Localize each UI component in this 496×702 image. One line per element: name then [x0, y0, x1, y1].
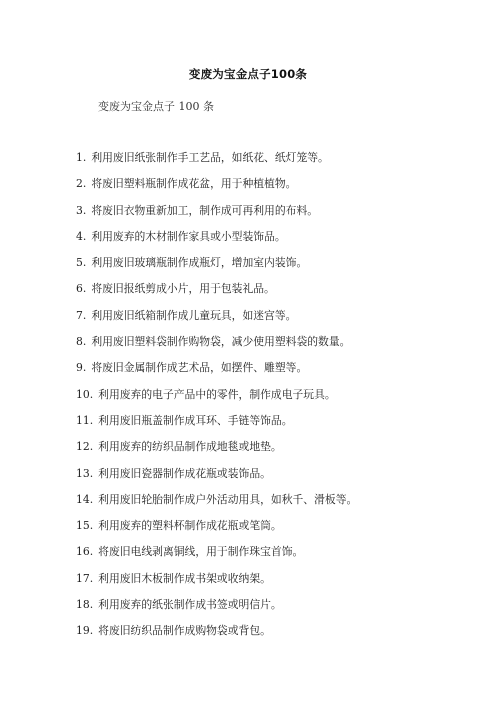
list-item	[76, 388, 486, 414]
list-item	[76, 598, 486, 624]
list-item-number: 7.	[76, 308, 87, 322]
list-item	[76, 545, 486, 571]
list-item-text: 利用废弃的电子产品中的零件，制作成电子玩具。	[98, 387, 336, 401]
list-item-number: 16.	[76, 545, 94, 559]
list-item-number: 4.	[76, 229, 87, 243]
list-item	[76, 282, 486, 308]
list-item	[76, 493, 486, 519]
list-item-number: 19.	[76, 624, 94, 638]
list-item	[76, 256, 486, 282]
list-item-text: 利用废旧木板制作成书架或收纳架。	[98, 571, 271, 585]
list-item-text: 利用废旧玻璃瓶制作成瓶灯，增加室内装饰。	[91, 256, 308, 270]
list-item	[76, 230, 486, 256]
list-item	[76, 309, 486, 335]
list-item-text: 将废旧报纸剪成小片，用于包装礼品。	[91, 282, 275, 296]
list-item-text: 利用废弃的木材制作家具或小型装饰品。	[91, 229, 286, 243]
list-item-text: 将废旧电线剥离铜线，用于制作珠宝首饰。	[98, 545, 304, 559]
list-item	[76, 624, 486, 650]
list-item-text: 利用废旧塑料袋制作购物袋，减少使用塑料袋的数量。	[91, 335, 351, 349]
list-item	[76, 519, 486, 545]
list-item-text: 利用废弃的塑料杯制作成花瓶或笔筒。	[98, 519, 282, 533]
list-item-text: 将废旧塑料瓶制作成花盆，用于种植植物。	[91, 177, 297, 191]
list-item	[76, 177, 486, 203]
list-item-number: 17.	[76, 571, 94, 585]
list-item	[76, 335, 486, 361]
list-item-number: 12.	[76, 440, 94, 454]
list-item-text: 利用废弃的纺织品制作成地毯或地垫。	[98, 440, 282, 454]
list-item-number: 8.	[76, 335, 87, 349]
list-item-number: 14.	[76, 492, 94, 506]
list-item-text: 将废旧金属制作成艺术品，如摆件、雕塑等。	[91, 361, 308, 375]
list-item-number: 10.	[76, 387, 94, 401]
list-item-number: 11.	[76, 413, 94, 427]
idea-list	[76, 151, 486, 651]
list-item-number: 5.	[76, 256, 87, 270]
document-subtitle: 变废为宝金点子 100 条	[98, 100, 214, 113]
list-item-number: 9.	[76, 361, 87, 375]
list-item	[76, 440, 486, 466]
list-item	[76, 361, 486, 387]
document-title: 变废为宝金点子100条	[188, 67, 308, 81]
list-item	[76, 467, 486, 493]
list-item-text: 利用废旧纸张制作手工艺品，如纸花、纸灯笼等。	[91, 151, 329, 164]
list-item-text: 利用废旧瓶盖制作成耳环、手链等饰品。	[98, 413, 293, 427]
list-item-text: 将废旧纺织品制作成购物袋或背包。	[98, 624, 271, 638]
list-item-text: 利用废旧纸箱制作成儿童玩具，如迷宫等。	[91, 308, 297, 322]
list-item-text: 利用废旧瓷器制作成花瓶或装饰品。	[98, 466, 271, 480]
list-item-number: 15.	[76, 519, 94, 533]
list-item-number: 1.	[76, 151, 87, 164]
list-item-number: 2.	[76, 177, 87, 191]
list-item-number: 13.	[76, 466, 94, 480]
list-item	[76, 572, 486, 598]
list-item-text: 利用废弃的纸张制作成书签或明信片。	[98, 598, 282, 612]
list-item	[76, 204, 486, 230]
list-item	[76, 414, 486, 440]
list-item-number: 6.	[76, 282, 87, 296]
list-item-text: 将废旧衣物重新加工，制作成可再利用的布料。	[91, 203, 319, 217]
list-item	[76, 151, 486, 177]
list-item-number: 3.	[76, 203, 87, 217]
list-item-number: 18.	[76, 598, 94, 612]
list-item-text: 利用废旧轮胎制作成户外活动用具，如秋千、滑板等。	[98, 492, 358, 506]
